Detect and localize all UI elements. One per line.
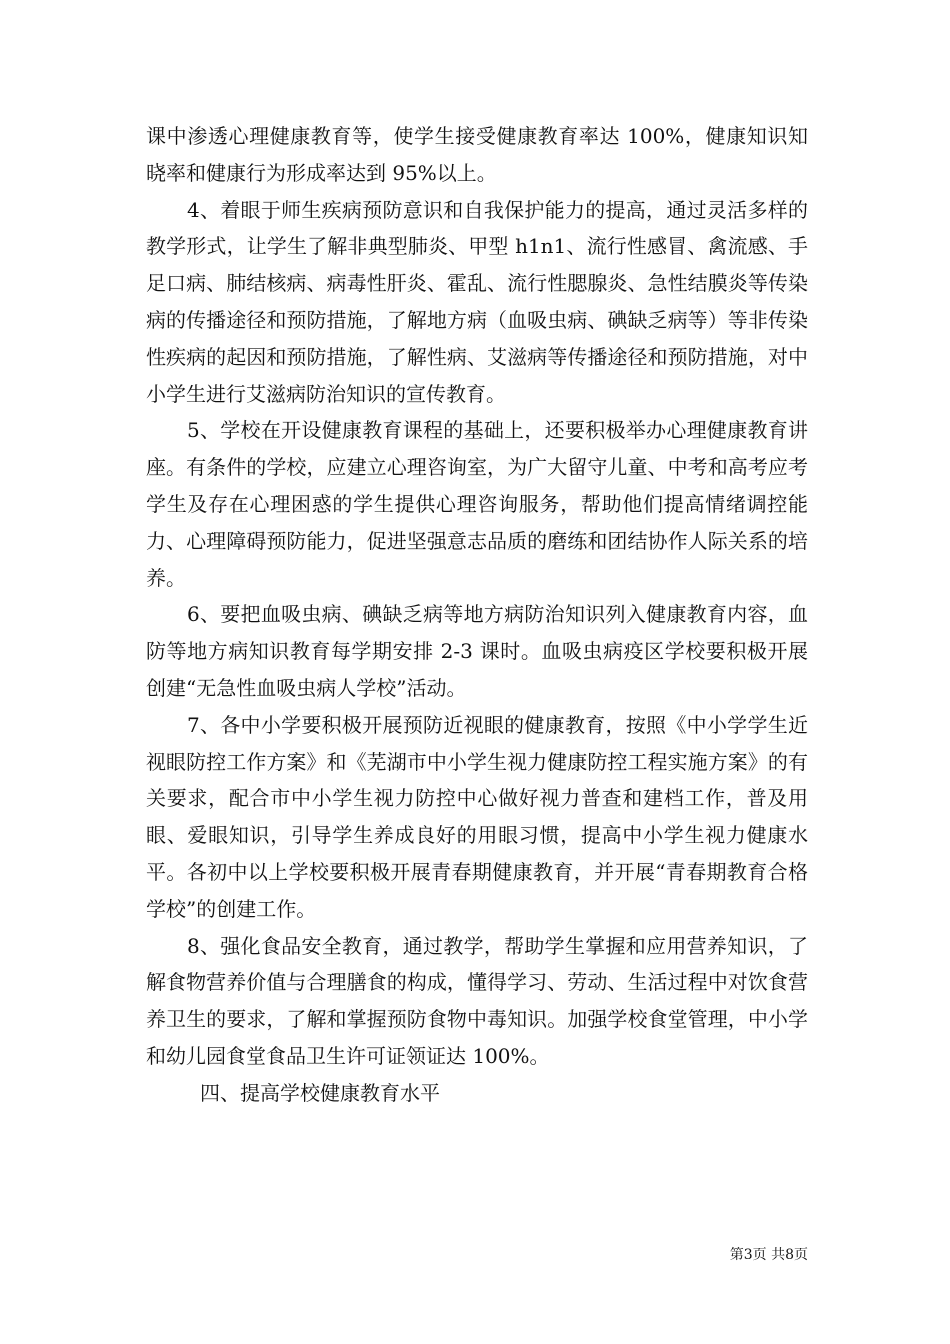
- paragraph-item-6: 6、要把血吸虫病、碘缺乏病等地方病防治知识列入健康教育内容，血防等地方病知识教育每学期安排 2-3 课时。血吸虫病疫区学校要积极开展创建“无急性血吸虫病人学校”活动。: [146, 602, 808, 700]
- section-heading: 四、提高学校健康教育水平: [200, 1080, 440, 1105]
- paragraph-item-5: 5、学校在开设健康教育课程的基础上，还要积极举办心理健康教育讲座。有条件的学校，应建立心理咨询室，为广大留守儿童、中考和高考应考学生及存在心理困惑的学生提供心理咨询服务，帮助他们提高情绪调控能力、心理障碍预防能力，促进坚强意志品质的磨练和团结协作人际关系的培养。: [146, 418, 808, 590]
- paragraph-item-7: 7、各中小学要积极开展预防近视眼的健康教育，按照《中小学学生近视眼防控工作方案》和《芜湖市中小学生视力健康防控工程实施方案》的有关要求，配合市中小学生视力防控中心做好视力普查和建档工作，普及用眼、爱眼知识，引导学生养成良好的用眼习惯，提高中小学生视力健康水平。各初中以上学校要积极开展青春期健康教育，并开展“青春期教育合格学校”的创建工作。: [146, 712, 808, 921]
- paragraph-item-4: 4、着眼于师生疾病预防意识和自我保护能力的提高，通过灵活多样的教学形式，让学生了解非典型肺炎、甲型 h1n1、流行性感冒、禽流感、手足口病、肺结核病、病毒性肝炎、霍乱、流行性腮腺炎、急性结膜炎等传染病的传播途径和预防措施，了解地方病（血吸虫病、碘缺乏病等）等非传染性疾病的起因和预防措施，了解性病、艾滋病等传播途径和预防措施，对中小学生进行艾滋病防治知识的宣传教育。: [146, 197, 808, 406]
- paragraph-continuation: 课中渗透心理健康教育等，使学生接受健康教育率达 100%，健康知识知晓率和健康行为形成率达到 95%以上。: [146, 124, 808, 185]
- footer-prefix: 第: [729, 1247, 744, 1263]
- footer-middle: 页 共: [752, 1247, 786, 1263]
- footer-current-page: 3: [743, 1247, 753, 1263]
- document-body: [146, 118, 808, 1112]
- paragraph-item-8: 8、强化食品安全教育，通过教学，帮助学生掌握和应用营养知识，了解食物营养价值与合理膳食的构成，懂得学习、劳动、生活过程中对饮食营养卫生的要求，了解和掌握预防食物中毒知识。加强学校食堂管理，中小学和幼儿园食堂食品卫生许可证领证达 100%。: [146, 933, 808, 1068]
- footer-suffix: 页: [794, 1247, 808, 1263]
- page-footer: [0, 1246, 808, 1264]
- footer-total-pages: 8: [785, 1247, 794, 1263]
